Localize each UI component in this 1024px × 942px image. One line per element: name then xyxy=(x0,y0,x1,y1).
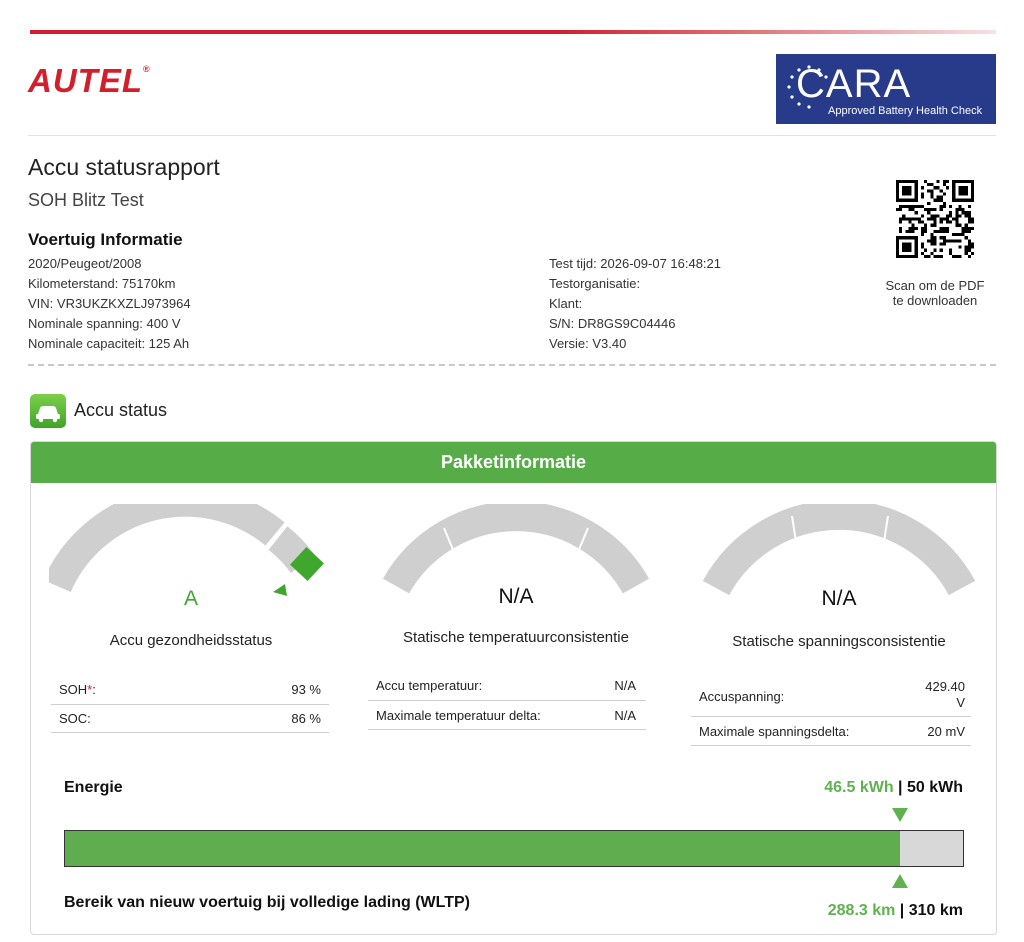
vehicle-info-heading: Voertuig Informatie xyxy=(28,230,183,249)
temperature-value: N/A xyxy=(498,585,534,608)
range-total: 310 km xyxy=(908,902,963,919)
voltage-value: N/A xyxy=(821,587,857,610)
max-temperature-delta-divider xyxy=(368,729,646,730)
temperature-label: Statische temperatuurconsistentie xyxy=(403,629,629,646)
health-label: Accu gezondheidsstatus xyxy=(109,632,273,649)
cara-badge xyxy=(776,54,996,124)
panel-header: Pakketinformatie xyxy=(31,442,996,483)
soh-divider xyxy=(51,704,329,705)
energy-label: Energie xyxy=(64,779,123,796)
report-title: Accu statusrapport xyxy=(28,154,220,180)
accu-voltage-divider xyxy=(691,716,971,717)
accu-temperature-divider xyxy=(368,700,646,701)
test-version: Versie: V3.40 xyxy=(549,336,627,351)
soh-row: SOH*: 93 % xyxy=(59,682,321,697)
vehicle-vin: VIN: VR3UKZKXZLJ973964 xyxy=(28,296,191,311)
soc-divider xyxy=(51,732,329,733)
cara-name: CARA xyxy=(796,62,912,106)
max-voltage-delta-divider xyxy=(691,745,971,746)
health-gauge-arc xyxy=(57,504,275,586)
vehicle-mileage: Kilometerstand: 75170km xyxy=(28,276,176,291)
temperature-gauge-arc xyxy=(396,516,636,586)
energy-current: 46.5 kWh xyxy=(824,779,894,796)
vehicle-nominal-capacity: Nominale capaciteit: 125 Ah xyxy=(28,336,190,351)
energy-bar-fill xyxy=(65,831,900,866)
vehicle-info-list xyxy=(28,254,191,354)
qr-code-icon[interactable] xyxy=(896,180,974,258)
autel-logo: AUTEL® xyxy=(28,62,151,99)
header-divider xyxy=(28,135,996,136)
max-temperature-delta-row: Maximale temperatuur delta: N/A xyxy=(376,708,636,723)
health-grade: A xyxy=(183,587,198,610)
test-info-list xyxy=(549,254,721,354)
energy-bar xyxy=(64,830,964,867)
test-serial: S/N: DR8GS9C04446 xyxy=(549,316,676,331)
pakket-info-panel xyxy=(30,441,997,935)
qr-caption: Scan om de PDF te downloaden xyxy=(885,278,985,308)
section-divider xyxy=(28,364,996,366)
cara-subtitle: Approved Battery Health Check xyxy=(828,105,983,117)
accu-temperature-row: Accu temperatuur: N/A xyxy=(376,678,636,693)
accu-status-title: Accu status xyxy=(74,400,168,420)
range-current: 288.3 km xyxy=(827,902,896,919)
voltage-gauge-arc xyxy=(716,515,962,588)
battery-car-icon xyxy=(30,394,66,428)
voltage-label: Statische spanningsconsistentie xyxy=(732,633,946,650)
soc-row: SOC: 86 % xyxy=(59,711,321,726)
test-organisation: Testorganisatie: xyxy=(549,276,641,291)
range-pointer-icon xyxy=(892,874,908,888)
vehicle-nominal-voltage: Nominale spanning: 400 V xyxy=(28,316,181,331)
range-values: 288.3 km | 310 km xyxy=(827,902,963,919)
energy-values: 46.5 kWh | 50 kWh xyxy=(824,779,963,796)
test-time: Test tijd: 2026-09-07 16:48:21 xyxy=(549,256,722,271)
energy-total: 50 kWh xyxy=(906,779,963,796)
vehicle-model: 2020/Peugeot/2008 xyxy=(28,256,142,271)
energy-pointer-icon xyxy=(892,808,908,822)
report-subtitle: SOH Blitz Test xyxy=(28,190,144,210)
test-customer: Klant: xyxy=(549,296,583,311)
range-label: Bereik van nieuw voertuig bij volledige lading (WLTP) xyxy=(64,894,470,911)
accu-voltage-row: Accuspanning: 429.40 V xyxy=(699,679,965,710)
max-voltage-delta-row: Maximale spanningsdelta: 20 mV xyxy=(699,724,965,739)
header-accent-line xyxy=(30,30,996,34)
